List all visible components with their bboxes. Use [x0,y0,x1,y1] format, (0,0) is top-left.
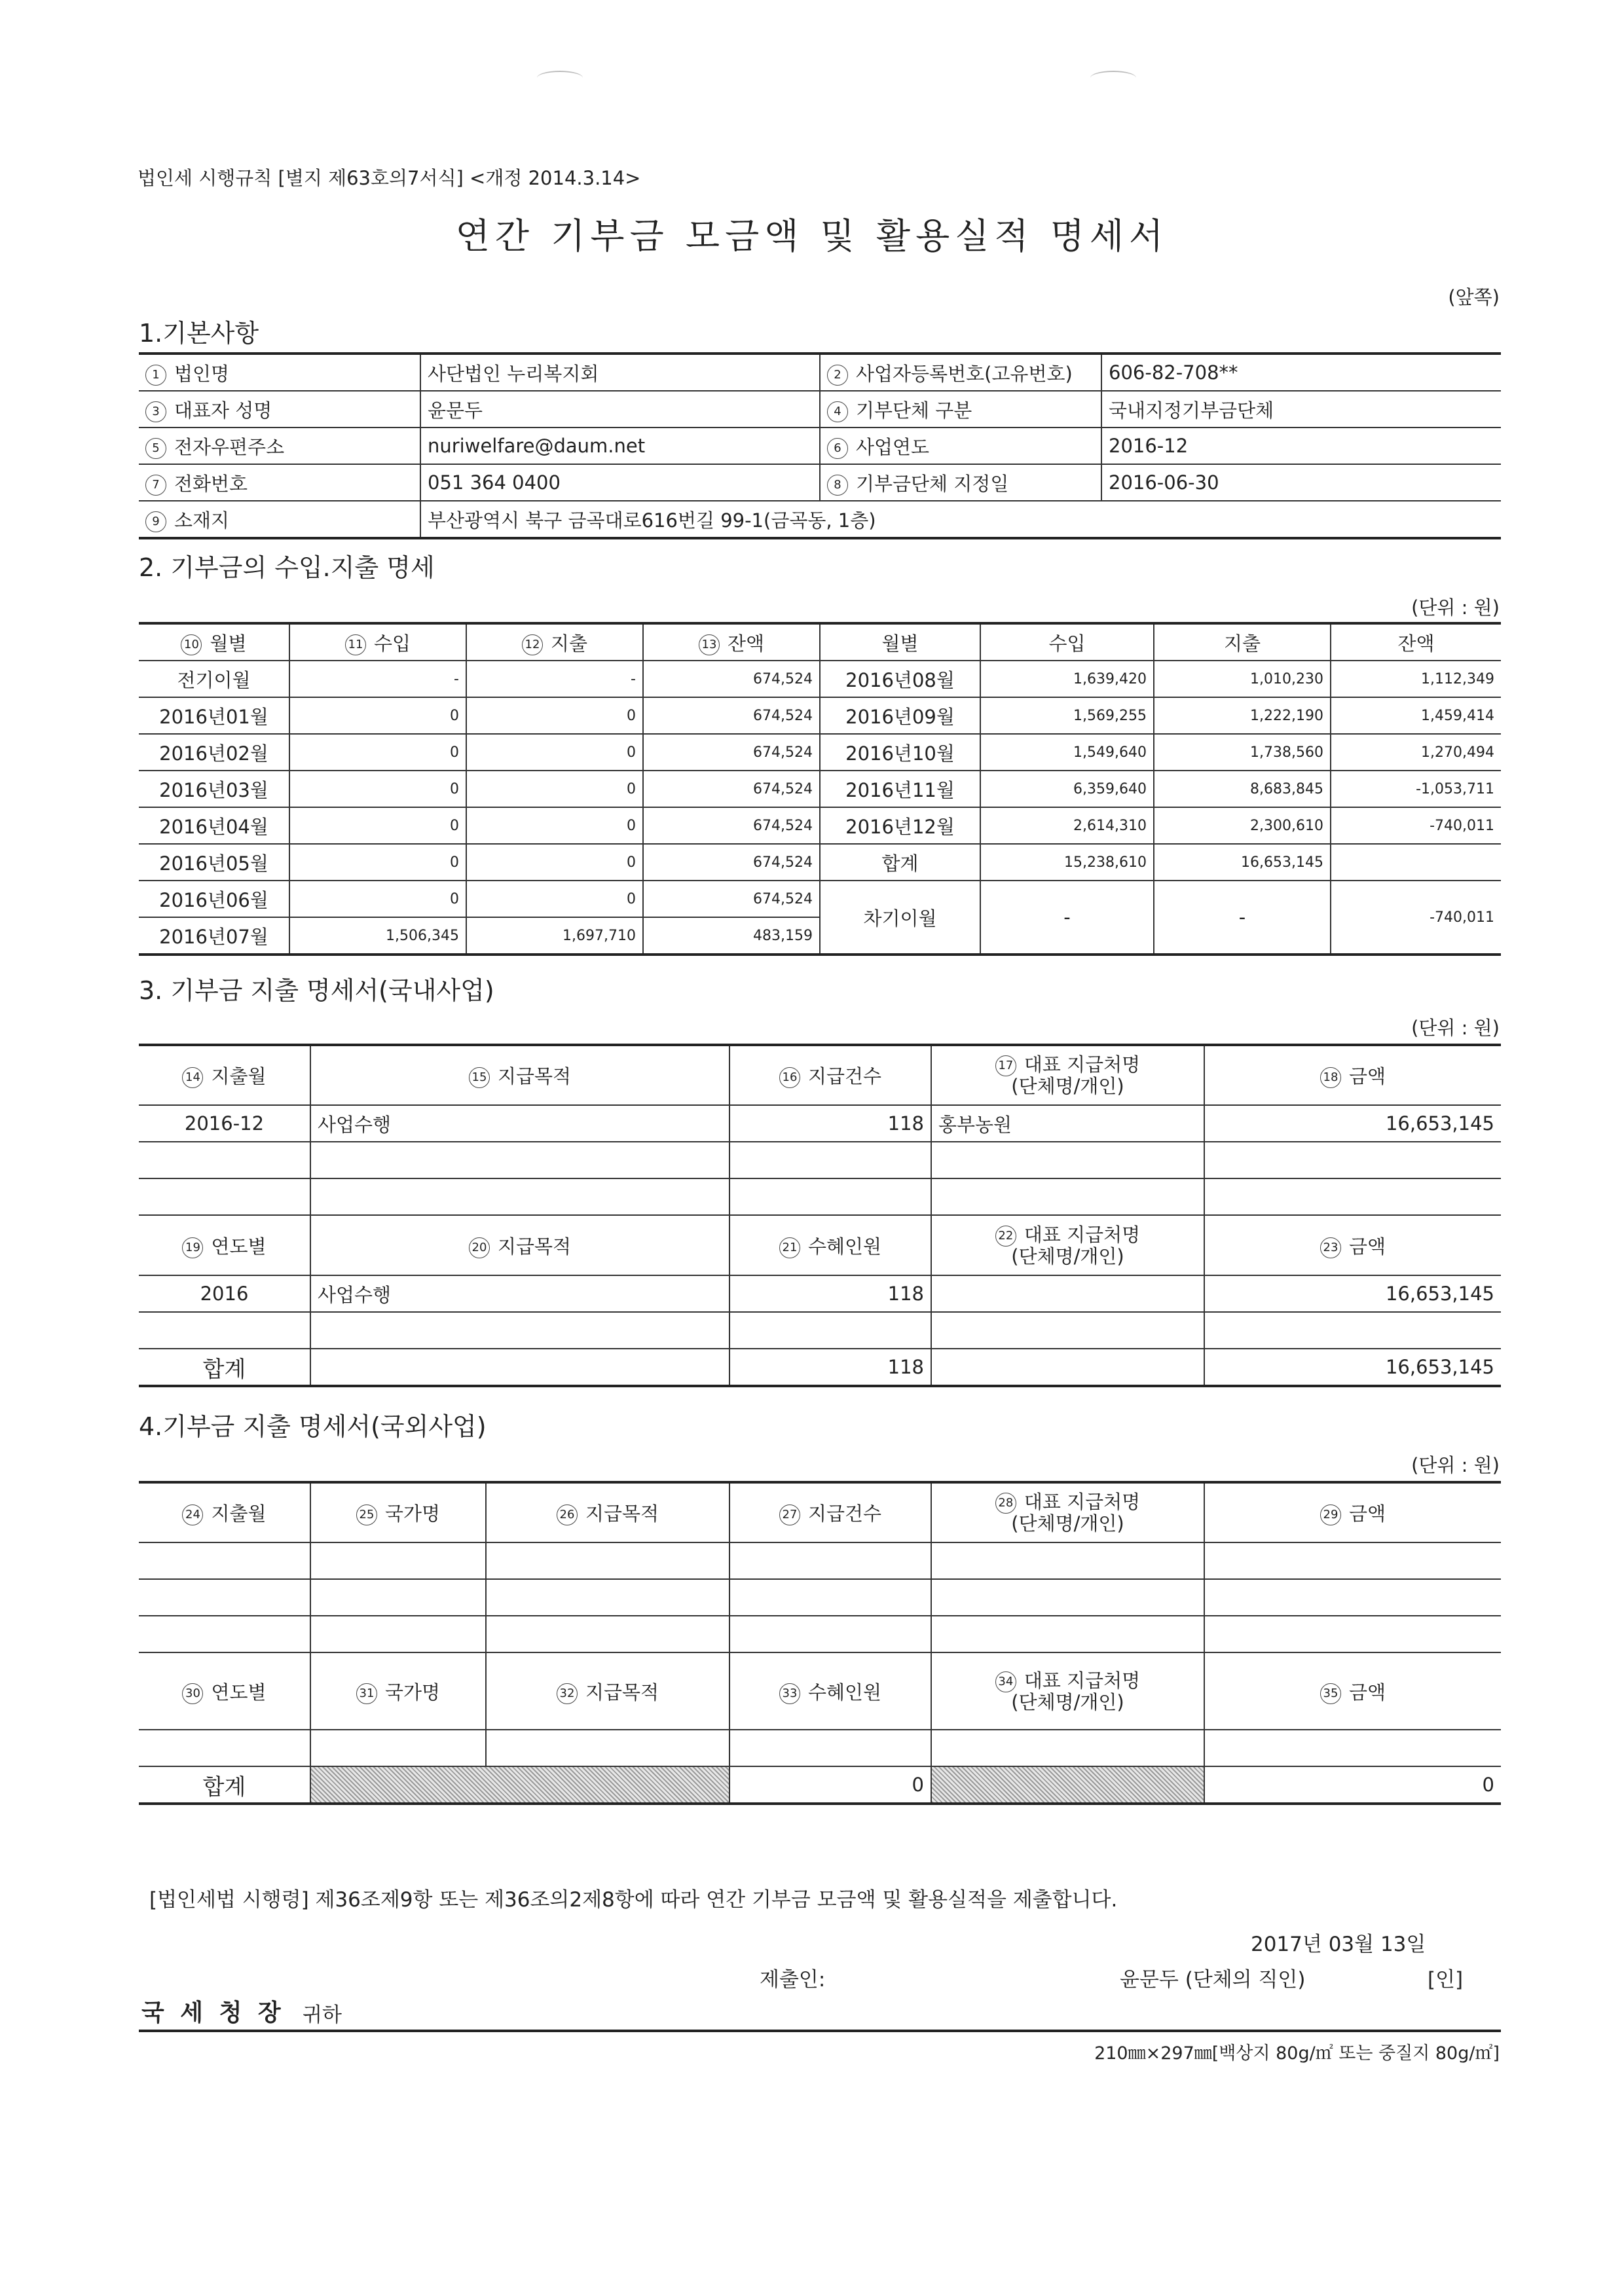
table-cell: 6,359,640 [980,771,1154,807]
table-cell: 674,524 [643,661,820,697]
table-cell: 2,614,310 [980,807,1154,844]
unit-label-3: (단위 : 원) [1411,1017,1500,1039]
empty-row [139,1730,1501,1766]
corp-name: 사단법인 누리복지회 [420,354,820,391]
address: 부산광역시 북구 금곡대로616번길 99-1(금곡동, 1층) [420,501,1501,538]
table-cell: 2,300,610 [1154,807,1331,844]
form-reference: 법인세 시행규칙 [별지 제63호의7서식] <개정 2014.3.14> [138,167,641,189]
col-country-2: 31 국가명 [310,1652,486,1730]
table-row: 2016 사업수행 118 16,653,145 [139,1275,1501,1312]
table-cell: 1,697,710 [466,917,643,955]
table-cell: 2016년03월 [139,771,289,807]
table-cell: 2016년06월 [139,881,289,917]
table-cell: 0 [289,807,466,844]
basic-info-table [139,352,1501,539]
foreign-expense-table [139,1481,1501,1805]
table-cell: 674,524 [643,697,820,734]
table-cell: 1,506,345 [289,917,466,955]
table-cell: 483,159 [643,917,820,955]
bizno-label: 2 사업자등록번호(고유번호) [820,354,1101,391]
table-cell: 674,524 [643,734,820,771]
table-cell: - [1154,881,1331,955]
email: nuriwelfare@daum.net [420,428,820,464]
table-cell: - [980,881,1154,955]
table-cell: 0 [466,807,643,844]
designation-date-label: 8 기부금단체 지정일 [820,464,1101,501]
table-cell: 0 [289,771,466,807]
section-2-heading: 2. 기부금의 수입.지출 명세 [139,553,435,582]
table-cell: 2016년02월 [139,734,289,771]
fiscal-year: 2016-12 [1101,428,1501,464]
table-row [139,697,1501,734]
phone: 051 364 0400 [420,464,820,501]
table-cell: - [289,661,466,697]
table-cell: 0 [466,844,643,881]
table-cell: 16,653,145 [1154,844,1331,881]
bizno: 606-82-708** [1101,354,1501,391]
section-4-heading: 4.기부금 지출 명세서(국외사업) [139,1412,487,1441]
table-row [139,661,1501,697]
col-beneficiaries: 21 수혜인원 [729,1215,931,1275]
empty-row [139,1616,1501,1652]
table-cell: 0 [289,734,466,771]
col-amount-f2: 35 금액 [1204,1652,1501,1730]
table-cell: 2016년12월 [820,807,980,844]
unit-label-2: (단위 : 원) [1411,596,1500,619]
table-cell: 1,459,414 [1331,697,1501,734]
table-cell: 1,112,349 [1331,661,1501,697]
section-1-heading: 1.기본사항 [139,319,259,348]
col-year-f: 30 연도별 [139,1652,310,1730]
col-purpose-f: 26 지급목적 [486,1482,729,1542]
hatched-cell [310,1766,729,1804]
paper-spec: 210㎜×297㎜[백상지 80g/㎡ 또는 중질지 80g/㎡] [1094,2043,1500,2064]
total-row: 합계 0 0 [139,1766,1501,1804]
table-cell: 0 [289,844,466,881]
designation-date: 2016-06-30 [1101,464,1501,501]
table-cell: 2016년09월 [820,697,980,734]
email-label: 5 전자우편주소 [139,428,420,464]
table-cell: 2016년04월 [139,807,289,844]
table-cell: 1,569,255 [980,697,1154,734]
table-cell: 2016년11월 [820,771,980,807]
table-cell: 2016년10월 [820,734,980,771]
col-amount-2: 23 금액 [1204,1215,1501,1275]
table-cell: 전기이월 [139,661,289,697]
submission-date: 2017년 03월 13일 [1251,1933,1426,1956]
col-month-2: 월별 [820,623,980,661]
punch-hole-left [537,71,583,85]
table-cell: 1,270,494 [1331,734,1501,771]
table-cell: 0 [466,734,643,771]
org-type-label: 4 기부단체 구분 [820,391,1101,428]
table-cell: 차기이월 [820,881,980,955]
table-cell: 1,549,640 [980,734,1154,771]
table-cell: 674,524 [643,807,820,844]
col-year: 19 연도별 [139,1215,310,1275]
front-side-label: (앞쪽) [1448,286,1500,308]
table-row [139,771,1501,807]
footer-divider [139,2030,1501,2032]
col-exp-month-f: 24 지출월 [139,1482,310,1542]
col-recipient: 17 대표 지급처명 (단체명/개인) [931,1045,1204,1105]
table-cell: 0 [289,881,466,917]
table-row [139,844,1501,881]
col-exp-month: 14 지출월 [139,1045,310,1105]
submitter-label: 제출인: [760,1968,826,1992]
table-cell: -740,011 [1331,807,1501,844]
col-month: 10 월별 [139,623,289,661]
col-balance-2: 잔액 [1331,623,1501,661]
col-balance: 13 잔액 [643,623,820,661]
col-beneficiaries-f: 33 수혜인원 [729,1652,931,1730]
table-row [139,734,1501,771]
table-cell: 합계 [820,844,980,881]
page-title: 연간 기부금 모금액 및 활용실적 명세서 [455,215,1169,257]
table-cell: 2016년01월 [139,697,289,734]
table-cell: 674,524 [643,771,820,807]
empty-row [139,1178,1501,1215]
col-recipient-f2: 34 대표 지급처명 (단체명/개인) [931,1652,1204,1730]
table-cell: 0 [289,697,466,734]
col-expense: 12 지출 [466,623,643,661]
table-cell: 2016년07월 [139,917,289,955]
col-recipient-f: 28 대표 지급처명 (단체명/개인) [931,1482,1204,1542]
submission-statement: [법인세법 시행령] 제36조제9항 또는 제36조의2제8항에 따라 연간 기부금 모금액 및 활용실적을 제출합니다. [149,1888,1118,1912]
table-cell: 674,524 [643,881,820,917]
table-cell: 1,010,230 [1154,661,1331,697]
table-cell: 2016년05월 [139,844,289,881]
addressee: 국 세 청 장 [141,1999,285,2026]
table-cell: 674,524 [643,844,820,881]
col-purpose-f2: 32 지급목적 [486,1652,729,1730]
table-cell: -740,011 [1331,881,1501,955]
fiscal-year-label: 6 사업연도 [820,428,1101,464]
table-cell: 1,222,190 [1154,697,1331,734]
org-type: 국내지정기부금단체 [1101,391,1501,428]
honorific: 귀하 [303,2003,342,2027]
col-amount: 18 금액 [1204,1045,1501,1105]
table-cell: 2016년08월 [820,661,980,697]
table-row [139,881,1501,917]
table-cell: 15,238,610 [980,844,1154,881]
col-amount-f: 29 금액 [1204,1482,1501,1542]
unit-label-4: (단위 : 원) [1411,1454,1500,1476]
rep-name: 윤문두 [420,391,820,428]
hatched-cell [931,1766,1204,1804]
col-country: 25 국가명 [310,1482,486,1542]
address-label: 9 소재지 [139,501,420,538]
col-count-f: 27 지급건수 [729,1482,931,1542]
rep-label: 3 대표자 성명 [139,391,420,428]
empty-row [139,1312,1501,1349]
submitter-name: 윤문두 (단체의 직인) [1120,1968,1306,1992]
section-3-heading: 3. 기부금 지출 명세서(국내사업) [139,976,494,1005]
col-income: 11 수입 [289,623,466,661]
table-cell: 1,639,420 [980,661,1154,697]
col-income-2: 수입 [980,623,1154,661]
income-expense-table [139,622,1501,956]
empty-row [139,1142,1501,1178]
table-cell: - [466,661,643,697]
table-cell: 0 [466,697,643,734]
phone-label: 7 전화번호 [139,464,420,501]
seal-mark: [인] [1428,1968,1464,1992]
punch-hole-right [1090,71,1136,85]
table-cell: 0 [466,881,643,917]
domestic-expense-table [139,1044,1501,1387]
table-cell [1331,844,1501,881]
table-cell: 8,683,845 [1154,771,1331,807]
total-row: 합계 118 16,653,145 [139,1349,1501,1386]
col-count: 16 지급건수 [729,1045,931,1105]
table-cell: 0 [466,771,643,807]
empty-row [139,1579,1501,1616]
table-cell: -1,053,711 [1331,771,1501,807]
table-cell: 1,738,560 [1154,734,1331,771]
col-recipient-2: 22 대표 지급처명 (단체명/개인) [931,1215,1204,1275]
col-purpose-2: 20 지급목적 [310,1215,729,1275]
table-row: 2016-12 사업수행 118 홍부농원 16,653,145 [139,1105,1501,1142]
col-purpose: 15 지급목적 [310,1045,729,1105]
empty-row [139,1542,1501,1579]
table-row [139,807,1501,844]
col-expense-2: 지출 [1154,623,1331,661]
corp-name-label: 1 법인명 [139,354,420,391]
